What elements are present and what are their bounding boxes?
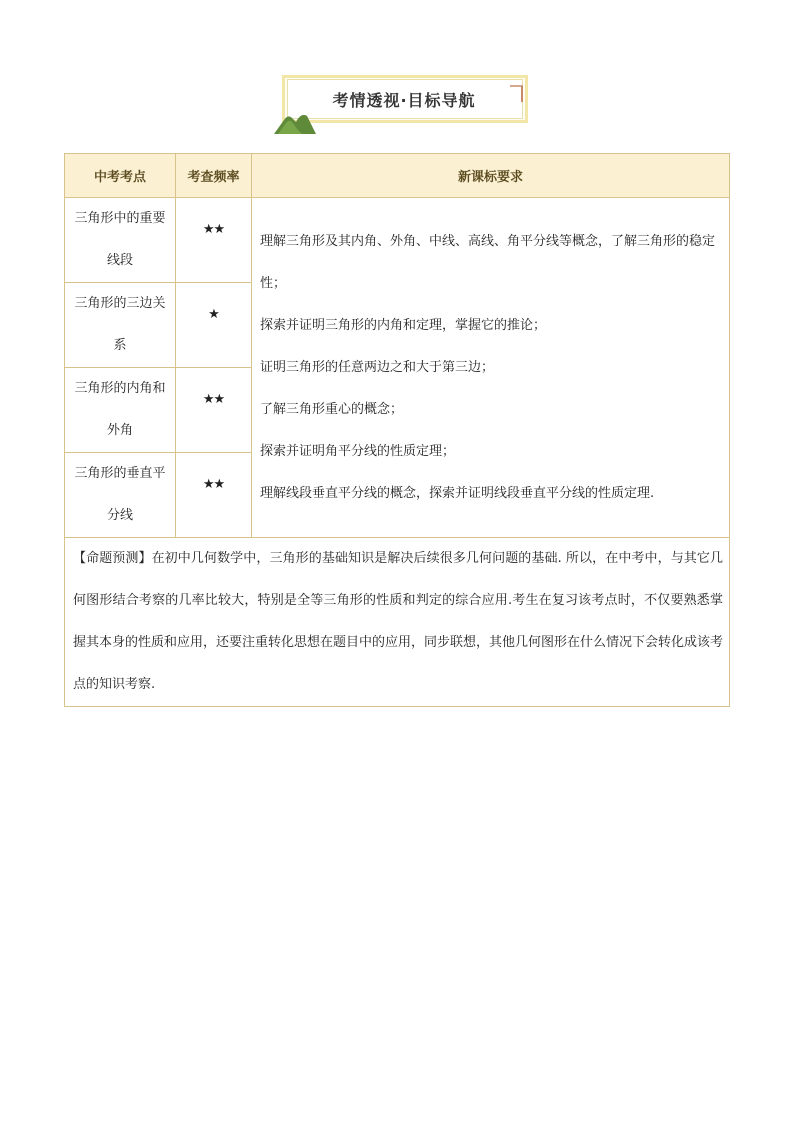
header-topic: 中考考点 — [65, 154, 176, 198]
requirement-item: 探索并证明三角形的内角和定理，掌握它的推论； — [260, 317, 547, 333]
page-title: 考情透视·目标导航 — [332, 91, 476, 110]
exam-requirements-table — [64, 153, 730, 707]
mountain-icon — [274, 108, 316, 134]
frequency-stars: ★★ — [176, 368, 252, 453]
topic-cell: 三角形的垂直平分线 — [65, 453, 176, 538]
table-header-row — [65, 154, 730, 198]
requirement-item: 理解三角形及其内角、外角、中线、高线、角平分线等概念，了解三角形的稳定性； — [260, 233, 716, 291]
frequency-stars: ★ — [176, 283, 252, 368]
topic-cell: 三角形中的重要线段 — [65, 198, 176, 283]
prediction-row — [65, 538, 730, 707]
header-requirements: 新课标要求 — [252, 154, 730, 198]
requirement-item: 探索并证明角平分线的性质定理； — [260, 443, 456, 459]
topic-cell: 三角形的内角和外角 — [65, 368, 176, 453]
requirements-cell — [252, 198, 730, 538]
requirement-item: 了解三角形重心的概念； — [260, 401, 404, 417]
section-banner — [274, 72, 534, 134]
prediction-text: 【命题预测】在初中几何数学中，三角形的基础知识是解决后续很多几何问题的基础. 所以，在中考中，与其它几何图形结合考察的几率比较大，特别是全等三角形的性质和判定的综合应用.考生在复习该考点时，不仅要熟悉掌握其本身的性质和应用，还要注重转化思想在题目中的应用，同步联想，其他几何图形在什么情况下会转化成该考点的知识考察. — [65, 538, 730, 707]
header-frequency: 考查频率 — [176, 154, 252, 198]
requirement-item: 理解线段垂直平分线的概念，探索并证明线段垂直平分线的性质定理. — [260, 485, 655, 501]
table-row — [65, 198, 730, 283]
frequency-stars: ★★ — [176, 198, 252, 283]
topic-cell: 三角形的三边关系 — [65, 283, 176, 368]
requirement-item: 证明三角形的任意两边之和大于第三边； — [260, 359, 495, 375]
frequency-stars: ★★ — [176, 453, 252, 538]
